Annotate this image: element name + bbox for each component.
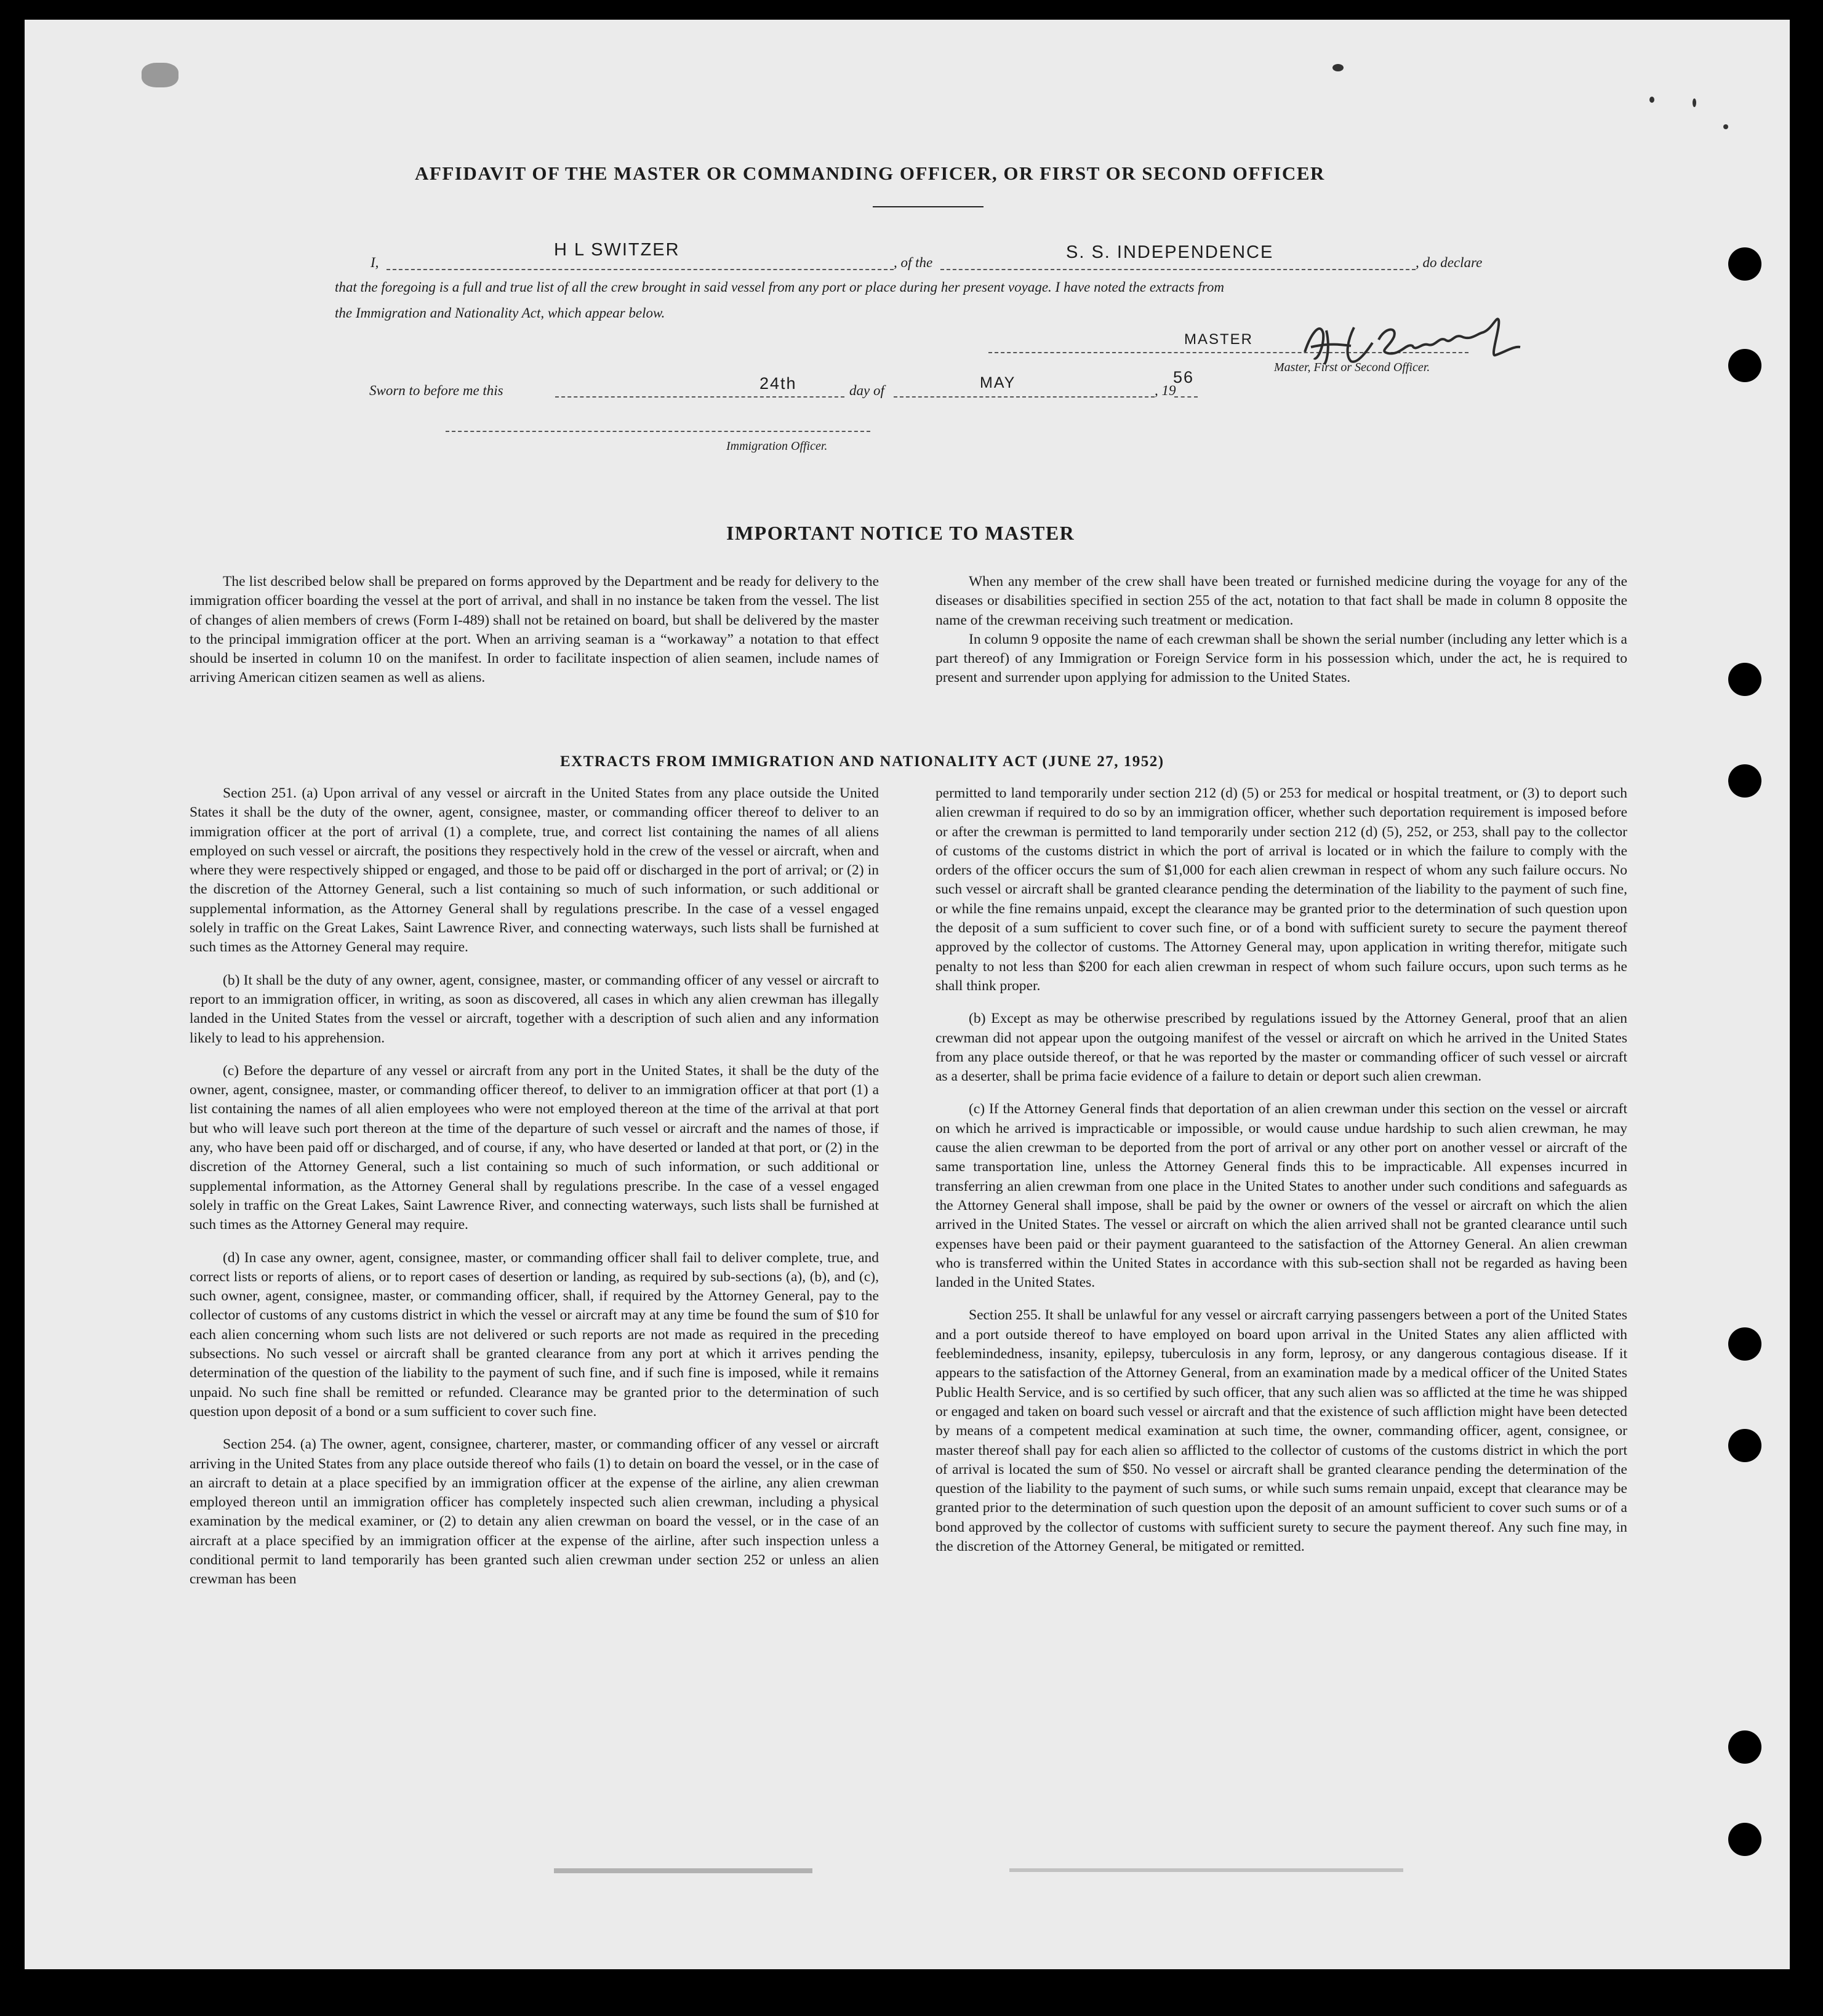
sworn-year: 56 — [1173, 368, 1195, 386]
officer-signature-line — [446, 431, 870, 432]
do-declare-label: , do declare — [1416, 255, 1483, 270]
section-254-a: Section 254. (a) The owner, agent, consignee, charterer, master, or commanding officer of any vessel or aircraft arriving in the United States from any place outside thereof who fails (1) to detain on board the vessel, or in the case of an aircraft to detain at a place specified by an immigration officer at the expense of the airline, any alien crewman employed thereon until an immigration officer has completely inspected such alien crewman, including a physical examination by the medical examiner, or (2) to detain any alien crewman on board the vessel, or in the case of an aircraft at a place specified by an immigration officer at the expense of the airline, after such inspection unless a conditional permit to land temporarily has been granted such alien crewman under section 252 or unless an alien crewman has been — [190, 1436, 879, 1588]
day-of-label: day of — [849, 383, 884, 398]
section-251-b: (b) It shall be the duty of any owner, agent, consignee, master, or commanding officer of any vessel or aircraft to report to an immigration officer, in writing, as soon as discovered, all cases in which any alien crewman has illegally landed in the United States from the vessel or aircraft, together with a description of such alien and any information likely to lead to his apprehension. — [190, 972, 879, 1046]
section-251-c: (c) Before the departure of any vessel or aircraft from any port in the United States, it shall be the duty of the owner, agent, consignee, master, or commanding officer thereof, to deliver to an immigration officer at that port (1) a list containing the names of all alien employees who were not employed thereon at the time of the arrival at that port but who will leave such port thereon at the time of the departure of such vessel or aircraft and the names of those, if any, who have been paid off or discharged, and of course, if any, who have deserted or landed at that port, or (2) in the discretion of the Attorney General, such a list containing so much of such information, or such additional or supplemental information, as the Attorney General shall by regulations prescribe. In the case of a vessel engaged solely in traffic on the Great Lakes, Saint Lawrence River, and connecting waterways, such lists shall be furnished at such times as the Attorney General may require. — [190, 1062, 879, 1233]
vessel-name: S. S. INDEPENDENCE — [1066, 242, 1274, 262]
notice-left-column — [190, 572, 879, 688]
section-255: Section 255. It shall be unlawful for any vessel or aircraft carrying passengers between a port of the United States and a port outside thereof to have employed on board upon arrival in the United States any alien afflicted with feeblemindedness, insanity, epilepsy, tuberculosis in any form, leprosy, or any dangerous contagious disease. If it appears to the satisfaction of the Attorney General, from an examination made by a medical officer of the United States Public Health Service, and is so certified by such officer, that any such alien was so afflicted at the time he was shipped or engaged and taken on board such vessel or aircraft and that the existence of such affliction might have been detected by means of a competent medical examination at such time, the owner, commanding officer, agent, consignee, or master thereof shall pay for each alien so afflicted to the collector of customs of the customs district in which the port of arrival is located the sum of $50. No vessel or aircraft shall be granted clearance pending the determination of the question of the liability to the payment of such sums, or while such sums remain unpaid, except that clearance may be granted prior to the determination of such question upon the deposit of an amount sufficient to cover such sums or of a bond approved by the collector of customs with sufficient surety to secure the payment thereof. Any such fine may, in the discretion of the Attorney General, be mitigated or remitted. — [936, 1307, 1627, 1554]
scan-mark — [1723, 124, 1728, 129]
notice-heading: IMPORTANT NOTICE TO MASTER — [726, 522, 1075, 544]
scan-mark — [1649, 97, 1654, 103]
notice-left-paragraph: The list described below shall be prepared on forms approved by the Department and be ready for delivery to the immigration officer boarding the vessel at the port of arrival, and shall in no instance be taken from the vessel. The list of changes of alien members of crews (Form I-489) shall not be retained on board, but shall be delivered by the master to the principal immigration officer at the port. When an arriving seaman is a “workaway” a notation to that effect should be inserted in column 10 on the manifest. In order to facilitate inspection of alien seamen, include names of arriving American citizen seamen as well as aliens. — [190, 574, 879, 686]
binder-hole — [1728, 1327, 1761, 1361]
sworn-day: 24th — [759, 374, 797, 393]
of-the-label: , of the — [894, 255, 933, 270]
i-label: I, — [371, 255, 379, 270]
binder-hole — [1728, 349, 1761, 382]
heading-rule — [873, 206, 984, 207]
notice-right-column — [936, 572, 1627, 688]
binder-hole — [1728, 764, 1761, 798]
scan-mark — [1693, 98, 1696, 107]
bleed-through-mark — [554, 1868, 812, 1873]
rank-typed: MASTER — [1184, 331, 1254, 348]
master-name: H L SWITZER — [554, 240, 680, 260]
binder-hole — [1728, 247, 1761, 281]
day-field-line — [555, 396, 844, 398]
section-251-d: (d) In case any owner, agent, consignee, master, or commanding officer shall fail to deliver complete, true, and correct lists or reports of aliens, or to report cases of desertion or landing, as required by sub-sections (a), (b), and (c), such owner, agent, consignee, master, or commanding officer, shall, if required by the Attorney General, pay to the collector of customs of any customs district in which the vessel or aircraft may at any time be found the sum of $10 for each alien concerning whom such lists are not delivered or such reports are not made as required in the preceding subsections. No such vessel or aircraft shall be granted clearance from any port at which it arrives pending the determination of the question of the liability to the payment of such fine, and if such fine is imposed, while it remains unpaid. No such fine shall be remitted or refunded. Clearance may be granted prior to the determination of such question upon deposit of a bond or a sum sufficient to cover such fine. — [190, 1249, 879, 1420]
sworn-label: Sworn to before me this — [369, 383, 503, 398]
affidavit-heading: AFFIDAVIT OF THE MASTER OR COMMANDING OFFICER, OR FIRST OR SECOND OFFICER — [415, 162, 1325, 184]
extracts-heading: EXTRACTS FROM IMMIGRATION AND NATIONALITY ACT (JUNE 27, 1952) — [560, 753, 1164, 770]
year-prefix: , 19 — [1155, 383, 1176, 398]
section-254-c: (c) If the Attorney General finds that deportation of an alien crewman under this section on the vessel or aircraft on which he arrived is impracticable or impossible, or would cause undue hardship to such alien crewman, he may cause the alien crewman to be deported from the port of arrival or any other port on another vessel or aircraft of the same transportation line, unless the Attorney General finds this to be impracticable. All expenses incurred in transferring an alien crewman from one place in the United States to another under such conditions and safeguards as the Attorney General shall impose, shall be paid by the owner or owners of the vessel or aircraft on which the alien arrived in the United States. The vessel or aircraft on which the alien arrived shall not be granted clearance until such expenses have been paid or their payment guaranteed to the satisfaction of the Attorney General. An alien crewman who is transferred within the United States in accordance with this sub-section shall not be regarded as having been landed in the United States. — [936, 1101, 1627, 1291]
scan-mark — [1332, 64, 1344, 71]
binder-hole — [1728, 1730, 1761, 1764]
binder-hole — [1728, 663, 1761, 696]
signature-caption: Master, First or Second Officer. — [1274, 361, 1430, 374]
notice-right-paragraph-2: In column 9 opposite the name of each crewman shall be shown the serial number (including any letter which is a part thereof) of any Immigration or Foreign Service form in his possession which, under the act, he is required to present and surrender upon applying for admission to the United States. — [936, 631, 1627, 686]
extracts-right-column — [936, 784, 1627, 1570]
section-251-a: Section 251. (a) Upon arrival of any vessel or aircraft in the United States from any place outside the United States it shall be the duty of the owner, agent, consignee, master, or commanding officer thereof to deliver to an immigration officer at the port of arrival (1) a complete, true, and correct list containing the names of all aliens employed on such vessel or aircraft, the positions they respectively hold in the crew of the vessel or aircraft, when and where they were respectively shipped or engaged, and those to be paid off or discharged in the port of arrival; or (2) in the discretion of the Attorney General, such a list containing so much of such information, or such additional or supplemental information, as the Attorney General shall by regulations prescribe. In the case of a vessel engaged solely in traffic on the Great Lakes, Saint Lawrence River, and connecting waterways, such lists shall be furnished at such times as the Attorney General may require. — [190, 785, 879, 956]
notice-right-paragraph-1: When any member of the crew shall have been treated or furnished medicine during the voyage for any of the diseases or disabilities specified in section 255 of the act, notation to that fact shall be made in column 8 opposite the name of the crewman receiving such treatment or medication. — [936, 574, 1627, 628]
binder-hole — [1728, 1823, 1761, 1856]
affidavit-statement-line1: that the foregoing is a full and true list of all the crew brought in said vessel from any port or place during her present voyage. I have noted the extracts from — [335, 279, 1224, 295]
section-254-a-continued: permitted to land temporarily under section 212 (d) (5) or 253 for medical or hospital treatment, or (3) to deport such alien crewman if required to do so by an immigration officer, whether such deportation requirement is imposed before or after the crewman is permitted to land temporarily under section 212 (d) (5), 252, or 253, shall pay to the collector of customs of the customs district in which the port of arrival is located or in which the failure to comply with the orders of the officer occurs the sum of $1,000 for each alien crewman in respect of whom any such failure occurs. No such vessel or aircraft shall be granted clearance pending the determination of the liability to the payment of such fine, or while the fine remains unpaid, except the clearance may be granted prior to the determination of such question upon the deposit of a sum sufficient to cover such fine, or of a bond with sufficient surety to secure the payment thereof approved by the collector of customs. The Attorney General may, upon application in writing therefor, mitigate such penalty to not less than $200 for each alien crewman in respect of whom such failure occurs, upon such terms as he shall think proper. — [936, 785, 1627, 994]
binder-hole — [1728, 1429, 1761, 1462]
scan-mark — [142, 63, 178, 87]
document-page — [25, 20, 1790, 1969]
sworn-month: MAY — [980, 374, 1016, 391]
name-field-line — [387, 269, 894, 270]
bleed-through-mark — [1009, 1868, 1403, 1872]
section-254-b: (b) Except as may be otherwise prescribed by regulations issued by the Attorney General, proof that an alien crewman did not appear upon the outgoing manifest of the vessel or aircraft on which he arrived in the United States from any place outside thereof, or that he was reported by the master or commanding officer of such vessel or aircraft as a deserter, shall be prima facie evidence of a failure to detain or deport such alien crewman. — [936, 1010, 1627, 1085]
extracts-left-column — [190, 784, 879, 1603]
month-field-line — [894, 396, 1155, 398]
year-field-line — [1174, 396, 1198, 398]
officer-caption: Immigration Officer. — [726, 439, 828, 453]
vessel-field-line — [940, 269, 1416, 270]
affidavit-statement-line2: the Immigration and Nationality Act, which appear below. — [335, 305, 665, 321]
